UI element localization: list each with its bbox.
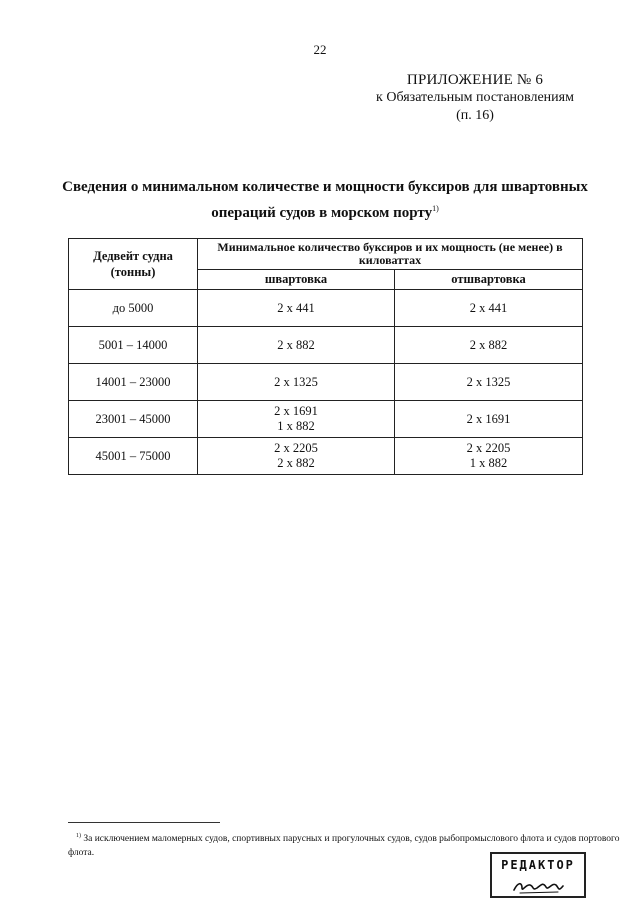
cell-mooring [198,290,395,327]
cell-mooring-line: 2 х 1691 [274,404,318,418]
cell-mooring-line: 1 х 882 [277,419,315,433]
document-heading [60,176,590,224]
header-deadweight-line-2: (тонны) [110,265,156,279]
header-deadweight [69,239,198,290]
handwritten-signature [510,876,570,896]
heading-line-2 [60,198,590,224]
cell-mooring [198,327,395,364]
cell-deadweight: 5001 – 14000 [69,327,198,364]
footnote-mark: 1) [76,833,81,839]
tugs-table [68,238,583,475]
cell-unmooring-line: 2 х 1691 [466,411,511,426]
cell-unmooring-line: 2 х 441 [469,300,508,315]
cell-mooring-line: 2 х 1325 [274,374,318,389]
cell-unmooring [395,364,583,401]
appendix-clause: (п. 16) [456,108,494,123]
cell-deadweight: 45001 – 75000 [69,438,198,475]
table-row [69,401,583,438]
appendix-block [330,72,620,125]
cell-mooring-line: 2 х 2205 [274,441,318,455]
cell-unmooring-line: 2 х 2205 [466,441,511,455]
table-body [69,290,583,475]
appendix-reference: к Обязательным постановлениям [376,90,574,105]
cell-deadweight: до 5000 [69,290,198,327]
header-deadweight-line-1: Дедвейт судна [93,249,173,263]
cell-unmooring-line: 1 х 882 [469,456,508,470]
heading-line-2-text: операций судов в морском порту [211,205,433,221]
page-number: 22 [313,42,327,57]
table-row [69,290,583,327]
footnote-divider [68,822,220,823]
cell-deadweight: 14001 – 23000 [69,364,198,401]
heading-footnote-mark: 1) [432,204,439,213]
cell-deadweight: 23001 – 45000 [69,401,198,438]
table-row [69,364,583,401]
cell-mooring [198,401,395,438]
cell-mooring [198,438,395,475]
cell-unmooring [395,290,583,327]
appendix-title: ПРИЛОЖЕНИЕ № 6 [406,72,544,88]
cell-unmooring [395,327,583,364]
cell-mooring-line: 2 х 441 [277,300,315,315]
header-unmooring: отшвартовка [395,270,583,290]
editor-stamp [490,852,586,898]
cell-unmooring [395,438,583,475]
header-mooring: швартовка [198,270,395,290]
table-row [69,438,583,475]
cell-unmooring-line: 2 х 1325 [466,374,511,389]
heading-line-1: Сведения о минимальном количестве и мощности буксиров для швартовных [62,179,588,195]
cell-mooring [198,364,395,401]
cell-mooring-line: 2 х 882 [277,456,315,470]
cell-unmooring [395,401,583,438]
stamp-label: РЕДАКТОР [501,858,575,872]
header-tug-group: Минимальное количество буксиров и их мощность (не менее) в киловаттах [198,239,583,270]
footnote-text: За исключением маломерных судов, спортивных парусных и прогулочных судов, судов рыбопромыслового флота и судов портового флота. [68,834,620,859]
table-row [69,327,583,364]
cell-unmooring-line: 2 х 882 [469,337,508,352]
cell-mooring-line: 2 х 882 [277,337,315,352]
